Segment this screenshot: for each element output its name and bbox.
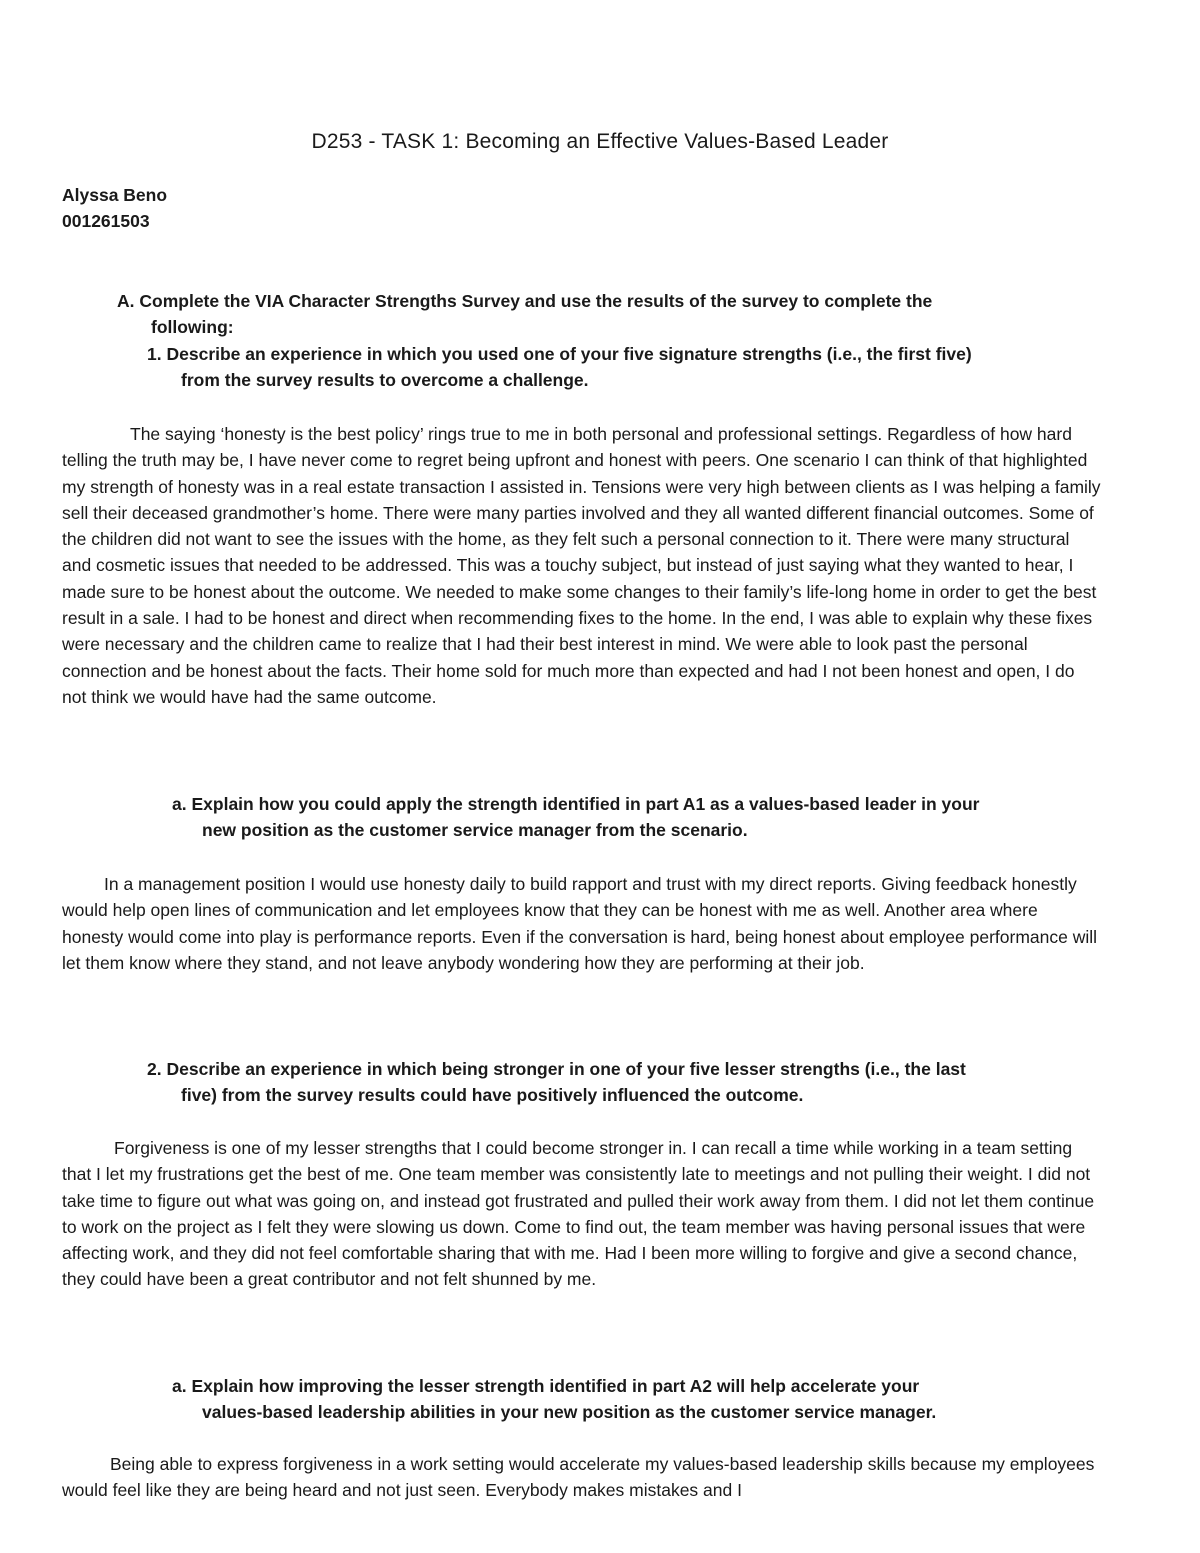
- section-a2a-prompt-line2: values-based leadership abilities in your new position as the customer service manager.: [202, 1402, 937, 1423]
- author-name: Alyssa Beno: [62, 185, 168, 205]
- section-a1a-prompt-line1: Explain how you could apply the strength identified in part A1 as a values-based leader in your: [191, 794, 980, 814]
- section-a2-response: Forgiveness is one of my lesser strengths that I could become stronger in. I can recall a time while working in a team setting that I let my frustrations get the best of me. One team member was consistently late to meetings and not pulling their weight. I did not take time to figure out what was going on, and instead got frustrated and pulled their work away from them. I did not let them continue to work on the project as I felt they were slowing us down. Come to find out, the team member was having personal issues that were affecting work, and they did not feel comfortable sharing that with me. Had I been more willing to forgive and give a second chance, they could have been a great contributor and not felt shunned by me.: [62, 1138, 1095, 1290]
- section-a2a-response: Being able to express forgiveness in a work setting would accelerate my values-based leadership skills because my employees would feel like they are being heard and not just seen. Everybody makes mistakes and I: [62, 1454, 1095, 1501]
- section-a2a-prompt: [172, 1373, 936, 1426]
- section-a-prompt: [117, 288, 932, 341]
- section-a2a-prompt-line1: Explain how improving the lesser strength identified in part A2 will help accelerate your: [191, 1376, 920, 1396]
- section-a1-marker: 1.: [147, 344, 162, 364]
- section-a-marker: A.: [117, 291, 135, 311]
- section-a1a-response: In a management position I would use honesty daily to build rapport and trust with my direct reports. Giving feedback honestly would help open lines of communication and let employees know that they can be honest with me as well. Another area where honesty would come into play is performance reports. Even if the conversation is hard, being honest about employee performance will let them know where they stand, and not leave anybody wondering how they are performing at their job.: [62, 874, 1098, 973]
- section-a2-marker: 2.: [147, 1059, 162, 1079]
- section-a2-prompt-line1: Describe an experience in which being stronger in one of your five lesser strengths (i.e., the last: [166, 1059, 966, 1079]
- section-a-prompt-line2: following:: [151, 317, 234, 338]
- author-block: [62, 182, 167, 234]
- section-a1-prompt: [147, 341, 972, 394]
- section-a2a-marker: a.: [172, 1376, 187, 1396]
- section-a2-prompt-line2: five) from the survey results could have positively influenced the outcome.: [181, 1085, 804, 1106]
- section-a-prompt-line1: Complete the VIA Character Strengths Survey and use the results of the survey to complete the: [139, 291, 933, 311]
- document-title: D253 - TASK 1: Becoming an Effective Values-Based Leader: [311, 130, 889, 153]
- section-a2-prompt: [147, 1056, 966, 1109]
- section-a1-prompt-line2: from the survey results to overcome a challenge.: [181, 370, 589, 391]
- section-a1a-prompt: [172, 791, 979, 844]
- section-a1a-marker: a.: [172, 794, 187, 814]
- section-a1-response: The saying ‘honesty is the best policy’ rings true to me in both personal and professional settings. Regardless of how hard telling the truth may be, I have never come to regret being upfront and honest with peers. One scenario I can think of that highlighted my strength of honesty was in a real estate transaction I assisted in. Tensions were very high between clients as I was helping a family sell their deceased grandmother’s home. There were many parties involved and they all wanted different financial outcomes. Some of the children did not want to see the issues with the home, as they felt such a personal connection to it. There were many structural and cosmetic issues that needed to be addressed. This was a touchy subject, but instead of just saying what they wanted to hear, I made sure to be honest about the outcome. We needed to make some changes to their family’s life-long home in order to get the best result in a sale. I had to be honest and direct when recommending fixes to the home. In the end, I was able to explain why these fixes were necessary and the children came to realize that I had their best interest in mind. We were able to look past the personal connection and be honest about the facts. Their home sold for much more than expected and had I not been honest and open, I do not think we would have had the same outcome.: [62, 424, 1101, 707]
- section-a1-prompt-line1: Describe an experience in which you used one of your five signature strengths (i.e., the first five): [166, 344, 972, 364]
- section-a1a-prompt-line2: new position as the customer service manager from the scenario.: [202, 820, 748, 841]
- student-id: 001261503: [62, 211, 150, 231]
